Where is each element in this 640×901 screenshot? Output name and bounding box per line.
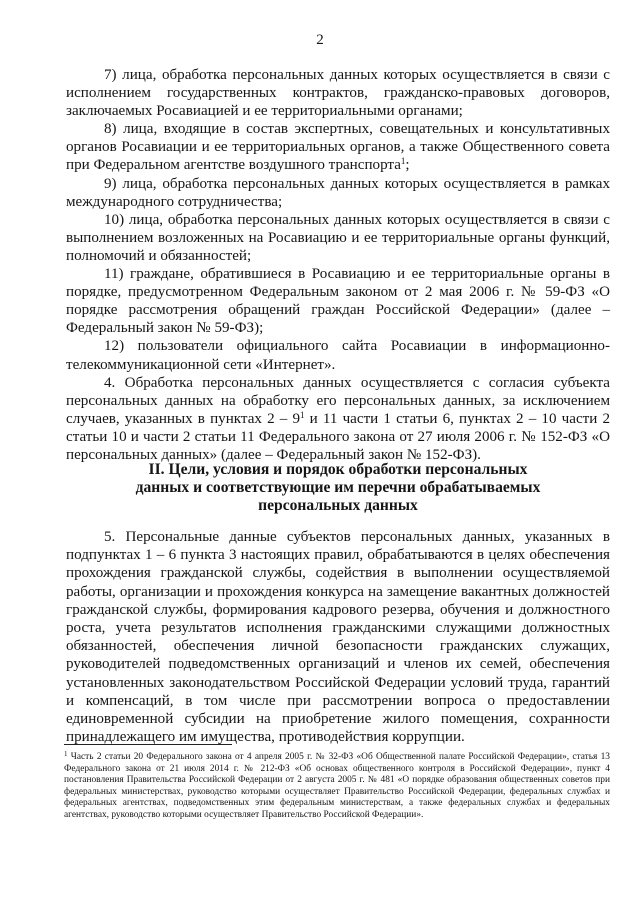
section-heading-line: данных и соответствующие им перечни обрабатываемых — [135, 479, 541, 497]
section-heading-line: II. Цели, условия и порядок обработки персональных — [148, 461, 528, 478]
list-item-10: 10) лица, обработка персональных данных которых осуществляется в связи с выполнением возложенных на Росавиацию и ее территориальные органы функций, полномочий и обязанностей; — [66, 211, 610, 264]
list-item-11: 11) граждане, обратившиеся в Росавиацию и ее территориальные органы в порядке, предусмотренном Федеральным законом от 2 мая 2006 г. № 59-ФЗ «О порядке рассмотрения обращений граждан Российской Федерации» (далее – Федеральный закон № 59-ФЗ); — [66, 266, 610, 337]
footnote — [64, 752, 610, 822]
section-heading-line: персональных данных — [258, 497, 418, 515]
list-item-7: 7) лица, обработка персональных данных которых осуществляется в связи с исполнением государственных контрактов, гражданско-правовых договоров, заключаемых Росавиацией и ее территориальными органами; — [66, 67, 610, 120]
list-item-9: 9) лица, обработка персональных данных которых осуществляется в рамках международного сотрудничества; — [66, 175, 610, 210]
section-heading — [120, 461, 556, 516]
section-body — [66, 528, 610, 746]
footnote-ref: 1 — [400, 156, 406, 167]
page-number: 2 — [316, 32, 324, 48]
footnote-marker: 1 — [64, 750, 68, 758]
list-item-12: 12) пользователи официального сайта Росавиации в информационно-телекоммуникационной сети «Интернет». — [66, 338, 610, 373]
superscript: 1 — [300, 409, 305, 420]
footnote-divider — [64, 744, 232, 745]
footnote-text: Часть 2 статьи 20 Федерального закона от 4 апреля 2005 г. № 32-ФЗ «Об Общественной палате Российской Федерации», статья 13 Федерального закона от 21 июля 2014 г. № 212-ФЗ «Об основах общественного контроля в Российской Федерации», пункт 4 постановления Правительства Российской Федерации от 2 августа 2005 г. № 481 «О порядке образования общественных советов при федеральных министерствах, руководство которыми осуществляет Правительство Российской Федерации, федеральных службах и федеральных агентствах, подведомственных этим федеральным министерствам, а также федеральных службах и федеральных агентствах, руководство которыми осуществляет Правительство Российской Федерации». — [64, 752, 610, 820]
paragraph-4: 4. Обработка персональных данных осуществляется с согласия субъекта персональных данных на обработку его персональных данных, за исключением случаев, указанных в пунктах $2 - 9^1$ и 11 части 1 статьи 6, пунктах 2 – 10 части 2 статьи 10 и части 2 статьи 11 Федерального закона от 27 июля 2006 г. № 152-ФЗ «О персональных данных» (далее – Федеральный закон № 152-ФЗ). — [66, 374, 611, 463]
list-item-8: 8) лица, входящие в состав экспертных, совещательных и консультативных органов Росавиации и ее территориальных органов, а также Общественного совета при Федеральном агентстве воздушного транспорта$^1$; — [66, 121, 610, 174]
list-section — [66, 66, 610, 464]
paragraph-5: 5. Персональные данные субъектов персональных данных, указанных в подпунктах 1 – 6 пункта 3 настоящих правил, обрабатываются в целях обеспечения прохождения гражданской службы, содействия в выполнении осуществляемой работы, организации и прохождения конкурса на замещение вакантных должностей гражданской службы, формирования кадрового резерва, обучения и должностного роста, учета результатов исполнения гражданскими служащими должностных обязанностей, обеспечения личной безопасности гражданских служащих, руководителей подведомственных организаций и членов их семей, обеспечения установленных законодательством Российской Федерации условий труда, гарантий и компенсаций, в том числе при рассмотрении вопроса о предоставлении единовременной субсидии на приобретение жилого помещения, сохранности принадлежащего им имущества, противодействия коррупции. — [66, 529, 610, 746]
